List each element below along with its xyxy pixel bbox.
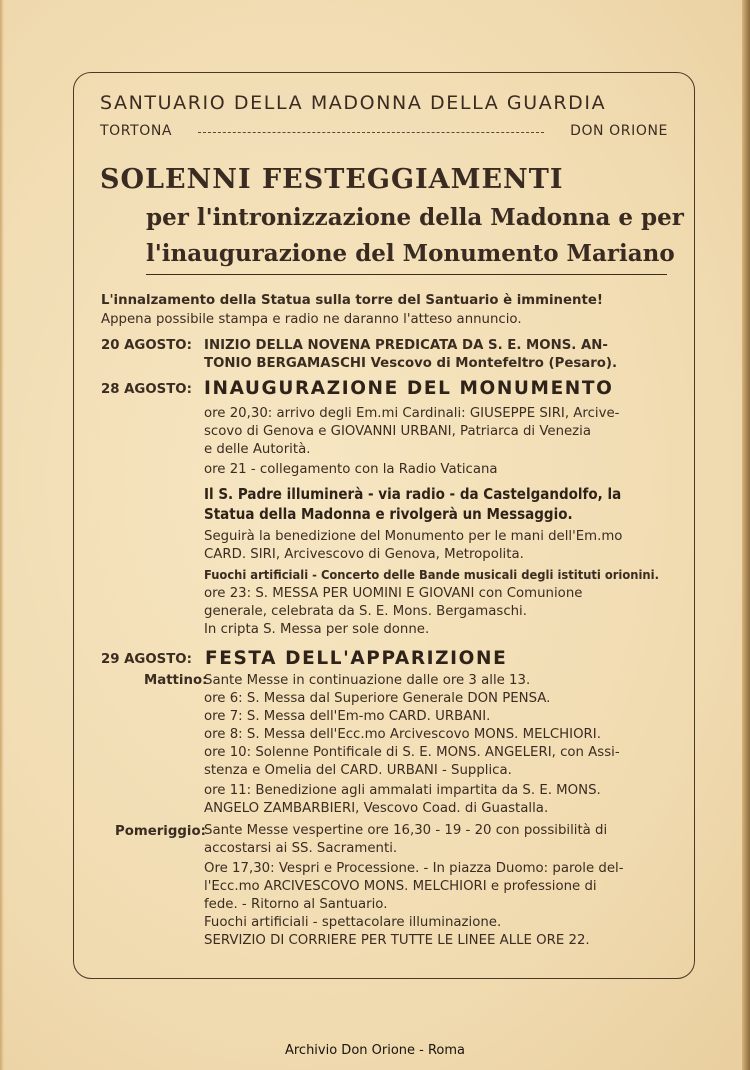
pope-line-2: Statua della Madonna e rivolgerà un Messaggio. <box>204 505 573 523</box>
subtitle-line-2: l'inaugurazione del Monumento Mariano <box>146 240 675 267</box>
novena-line-1: INIZIO DELLA NOVENA PREDICATA DA S. E. MONS. AN- <box>204 338 608 353</box>
aug29-heading: FESTA DELL'APPARIZIONE <box>205 648 508 669</box>
afternoon-label: Pomeriggio: <box>115 824 206 839</box>
intro-line-2: Appena possibile stampa e radio ne daranno l'atteso annuncio. <box>101 312 522 327</box>
afternoon-item-1b: accostarsi ai SS. Sacramenti. <box>204 841 398 856</box>
novena-line-2: TONIO BERGAMASCHI Vescovo di Montefeltro (Pesaro). <box>204 356 618 371</box>
morning-item-5b: stenza e Omelia del CARD. URBANI - Supplica. <box>204 763 512 778</box>
afternoon-item-3: Fuochi artificiali - spettacolare illuminazione. <box>204 915 502 930</box>
morning-label: Mattino: <box>144 673 208 688</box>
afternoon-item-2a: Ore 17,30: Vespri e Processione. - In piazza Duomo: parole del- <box>204 861 624 876</box>
pope-line-1: Il S. Padre illuminerà - via radio - da Castelgandolfo, la <box>204 485 622 503</box>
date-aug-29: 29 AGOSTO: <box>101 652 192 667</box>
subtitle-line-1: per l'intronizzazione della Madonna e per <box>146 204 684 231</box>
afternoon-item-2b: l'Ecc.mo ARCIVESCOVO MONS. MELCHIORI e professione di <box>204 879 597 894</box>
night-mass-2: generale, celebrata da S. E. Mons. Bergamaschi. <box>204 604 527 619</box>
afternoon-item-1a: Sante Messe vespertine ore 16,30 - 19 - 20 con possibilità di <box>204 823 608 838</box>
morning-item-2: ore 6: S. Messa dal Superiore Generale DON PENSA. <box>204 691 551 706</box>
night-mass-3: In cripta S. Messa per sole donne. <box>204 622 430 637</box>
afternoon-item-4: SERVIZIO DI CORRIERE PER TUTTE LE LINEE ALLE ORE 22. <box>204 933 590 948</box>
morning-item-6b: ANGELO ZAMBARBIERI, Vescovo Coad. di Guastalla. <box>204 801 549 816</box>
afternoon-item-2c: fede. - Ritorno al Santuario. <box>204 897 388 912</box>
main-title: SOLENNI FESTEGGIAMENTI <box>100 164 564 195</box>
city-name: TORTONA <box>100 123 173 139</box>
aug28-arrival-2: scovo di Genova e GIOVANNI URBANI, Patriarca di Venezia <box>204 424 592 439</box>
sanctuary-line: SANTUARIO DELLA MADONNA DELLA GUARDIA <box>100 92 607 114</box>
date-aug-28: 28 AGOSTO: <box>101 382 192 397</box>
order-name: DON ORIONE <box>570 123 668 139</box>
fireworks-concert: Fuochi artificiali - Concerto delle Bande musicali degli istituti orionini. <box>204 568 659 583</box>
dashed-divider <box>198 132 544 133</box>
aug28-arrival-1: ore 20,30: arrivo degli Em.mi Cardinali: GIUSEPPE SIRI, Arcive- <box>204 406 620 421</box>
subtitle-underline <box>146 274 667 275</box>
aug28-heading: INAUGURAZIONE DEL MONUMENTO <box>204 378 614 399</box>
morning-item-4: ore 8: S. Messa dell'Ecc.mo Arcivescovo MONS. MELCHIORI. <box>204 727 601 742</box>
intro-line-1: L'innalzamento della Statua sulla torre del Santuario è imminente! <box>101 293 603 308</box>
morning-item-3: ore 7: S. Messa dell'Em-mo CARD. URBANI. <box>204 709 491 724</box>
morning-item-5a: ore 10: Solenne Pontificale di S. E. MONS. ANGELERI, con Assi- <box>204 745 620 760</box>
archive-caption: Archivio Don Orione - Roma <box>284 1043 466 1058</box>
location-line <box>100 123 668 143</box>
page-edge-right <box>742 0 750 1070</box>
night-mass-1: ore 23: S. MESSA PER UOMINI E GIOVANI con Comunione <box>204 586 583 601</box>
blessing-line-2: CARD. SIRI, Arcivescovo di Genova, Metropolita. <box>204 547 524 562</box>
page-edge-left <box>0 0 4 1070</box>
aug28-radio: ore 21 - collegamento con la Radio Vaticana <box>204 462 498 477</box>
morning-item-6a: ore 11: Benedizione agli ammalati impartita da S. E. MONS. <box>204 783 601 798</box>
morning-item-1: Sante Messe in continuazione dalle ore 3 alle 13. <box>204 673 531 688</box>
aug28-arrival-3: e delle Autorità. <box>204 442 311 457</box>
date-aug-20: 20 AGOSTO: <box>101 338 192 353</box>
blessing-line-1: Seguirà la benedizione del Monumento per le mani dell'Em.mo <box>204 529 623 544</box>
